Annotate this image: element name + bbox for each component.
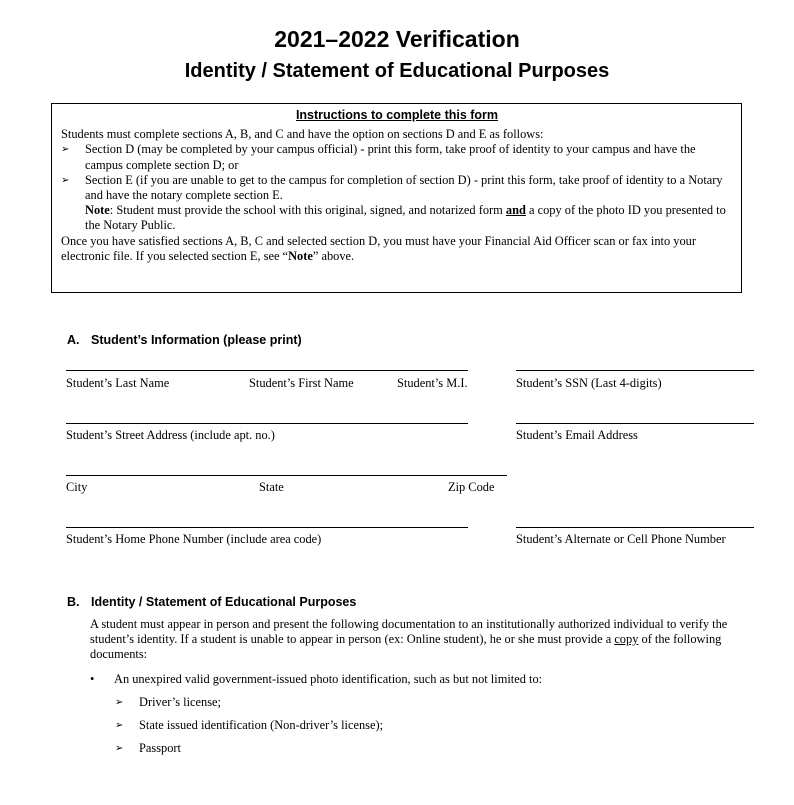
state-label: State — [259, 480, 284, 494]
note-label: Note — [85, 203, 110, 218]
home-phone-line — [66, 527, 468, 528]
last-name-label: Student’s Last Name — [66, 376, 170, 390]
arrow-bullet-icon: ➢ — [61, 174, 70, 186]
instructions-intro: Students must complete sections A, B, and C and have the option on sections D and E as follows: — [61, 127, 544, 142]
ssn-signature-line — [516, 370, 754, 371]
instructions-heading: Instructions to complete this form — [295, 108, 499, 122]
city-label: City — [66, 480, 88, 494]
arrow-bullet-icon: ➢ — [61, 144, 70, 156]
section-b-paragraph: A student must appear in person and present the following documentation to an institutionally authorized individual to verify the student’s identity. If a student is unable to appear in person (ex: Online student), he or she must provide a copy of the following documents: — [90, 617, 728, 661]
photo-id-bullet: • An unexpired valid government-issued photo identification, such as but not limited to: — [90, 672, 543, 686]
name-signature-line — [66, 370, 468, 371]
page-subtitle: Identity / Statement of Educational Purposes — [184, 60, 610, 82]
city-state-zip-line — [66, 475, 507, 476]
street-address-label: Student’s Street Address (include apt. no.) — [66, 428, 275, 442]
alt-phone-label: Student’s Alternate or Cell Phone Number — [516, 532, 726, 546]
email-label: Student’s Email Address — [516, 428, 638, 442]
copy-emphasis: copy — [614, 632, 639, 646]
note-and-emphasis: and — [505, 203, 526, 218]
instruction-item-section-d: ➢ Section D (may be completed by your campus official) - print this form, take proof of identity to your campus and have the campus complete section D; or — [61, 142, 696, 172]
list-item-state-id: ➢ State issued identification (Non-driver’s license); — [115, 718, 384, 732]
alt-phone-line — [516, 527, 754, 528]
arrow-bullet-icon: ➢ — [115, 697, 124, 708]
list-item-passport: ➢ Passport — [115, 741, 181, 755]
instructions-closing: Once you have satisfied sections A, B, C and selected section D, you must have your Financial Aid Officer scan or fax into your electronic file. If you selected section E, see “Note” above. — [61, 233, 696, 263]
street-signature-line — [66, 423, 468, 424]
mi-label: Student’s M.I. — [397, 376, 468, 390]
instruction-item-section-e: ➢ Section E (if you are unable to get to the campus for completion of section D) - print this form, take proof of identity to a Notary and have the notary complete section E. — [61, 172, 723, 203]
closing-note-label: Note — [288, 248, 313, 263]
arrow-bullet-icon: ➢ — [115, 743, 124, 754]
list-item-drivers-license: ➢ Driver’s license; — [115, 695, 222, 709]
bullet-dot-icon: • — [90, 672, 95, 686]
section-b-heading: B. Identity / Statement of Educational Purposes — [67, 595, 357, 609]
section-a-heading: A. Student’s Information (please print) — [67, 333, 302, 347]
first-name-label: Student’s First Name — [249, 376, 354, 390]
instructions-note: Note: Student must provide the school with this original, signed, and notarized form and a copy of the photo ID you presented to the Notary Public. — [85, 203, 726, 233]
page-title: 2021–2022 Verification — [274, 26, 520, 52]
instructions-box — [51, 103, 742, 293]
arrow-bullet-icon: ➢ — [115, 720, 124, 731]
ssn-label: Student’s SSN (Last 4-digits) — [516, 376, 662, 390]
zip-code-label: Zip Code — [448, 480, 495, 494]
home-phone-label: Student’s Home Phone Number (include area code) — [66, 532, 322, 546]
email-signature-line — [516, 423, 754, 424]
